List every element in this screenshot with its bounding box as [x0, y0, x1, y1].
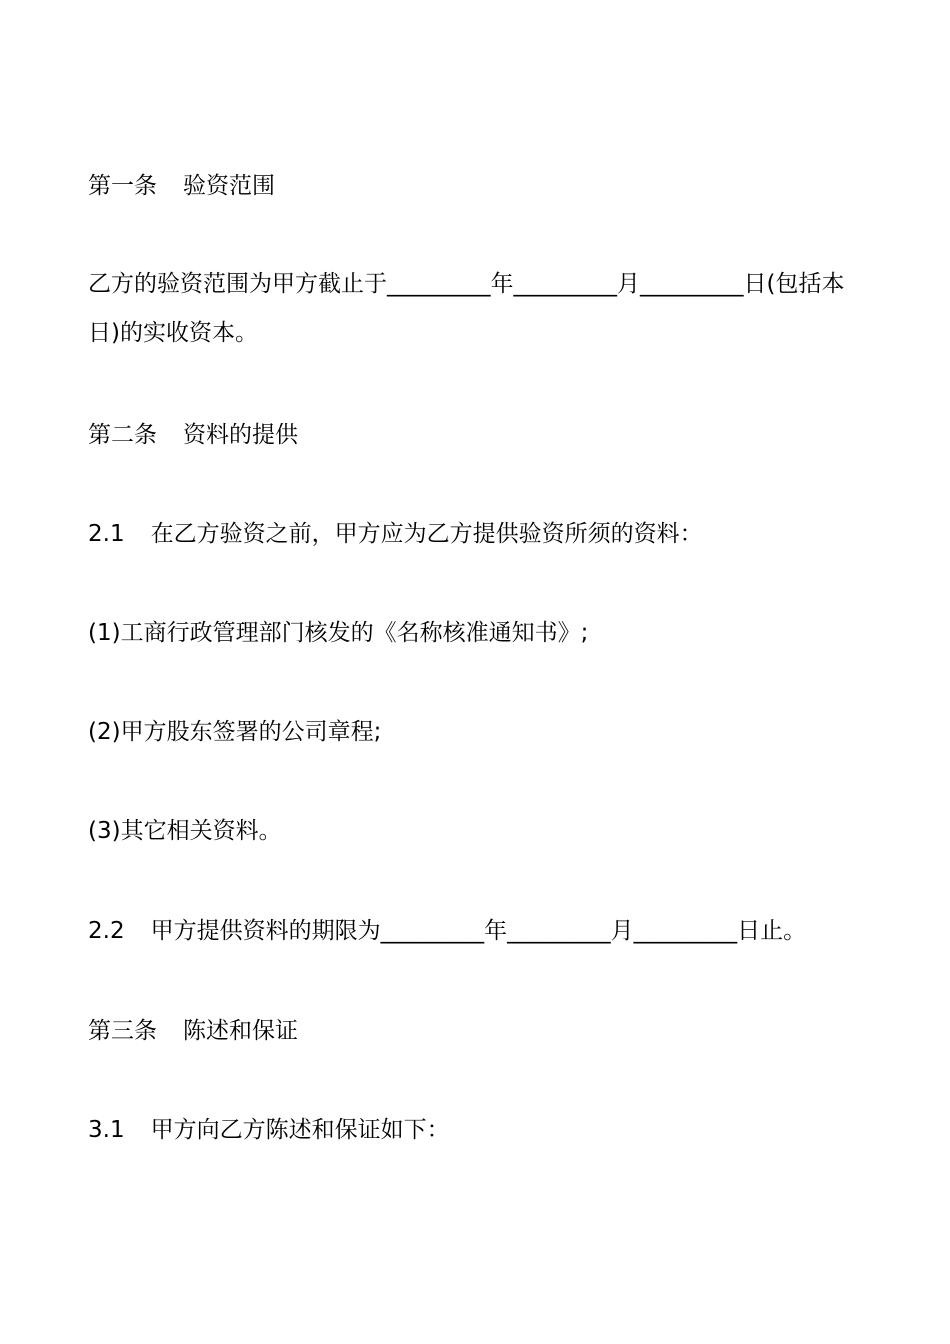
clause-number: 3.1 [88, 1117, 125, 1143]
list-item: (2)甲方股东签署的公司章程; [88, 719, 382, 745]
article-3-heading [88, 1016, 298, 1046]
clause-text: 甲方提供资料的期限为_________年_________月_________日止。 [150, 918, 807, 944]
clause-3-1 [88, 1115, 450, 1145]
clause-text: 甲方向乙方陈述和保证如下： [150, 1117, 450, 1143]
article-2-heading [88, 420, 298, 450]
clause-number: 2.1 [88, 521, 125, 547]
clause-2-1 [88, 519, 703, 549]
article-title: 陈述和保证 [183, 1018, 298, 1044]
article-number: 第一条 [88, 173, 157, 199]
list-item: (1)工商行政管理部门核发的《名称核准通知书》; [88, 620, 589, 646]
article-1-heading [88, 171, 275, 201]
list-item: (3)其它相关资料。 [88, 818, 282, 844]
article-title: 验资范围 [183, 173, 275, 199]
clause-2-2 [88, 916, 806, 946]
clause-text: 在乙方验资之前，甲方应为乙方提供验资所须的资料： [150, 521, 703, 547]
article-number: 第二条 [88, 422, 157, 448]
article-title: 资料的提供 [183, 422, 298, 448]
article-number: 第三条 [88, 1018, 157, 1044]
article-1-body: 乙方的验资范围为甲方截止于_________年_________月_________日(包括本日)的实收资本。 [88, 271, 845, 346]
clause-number: 2.2 [88, 918, 125, 944]
